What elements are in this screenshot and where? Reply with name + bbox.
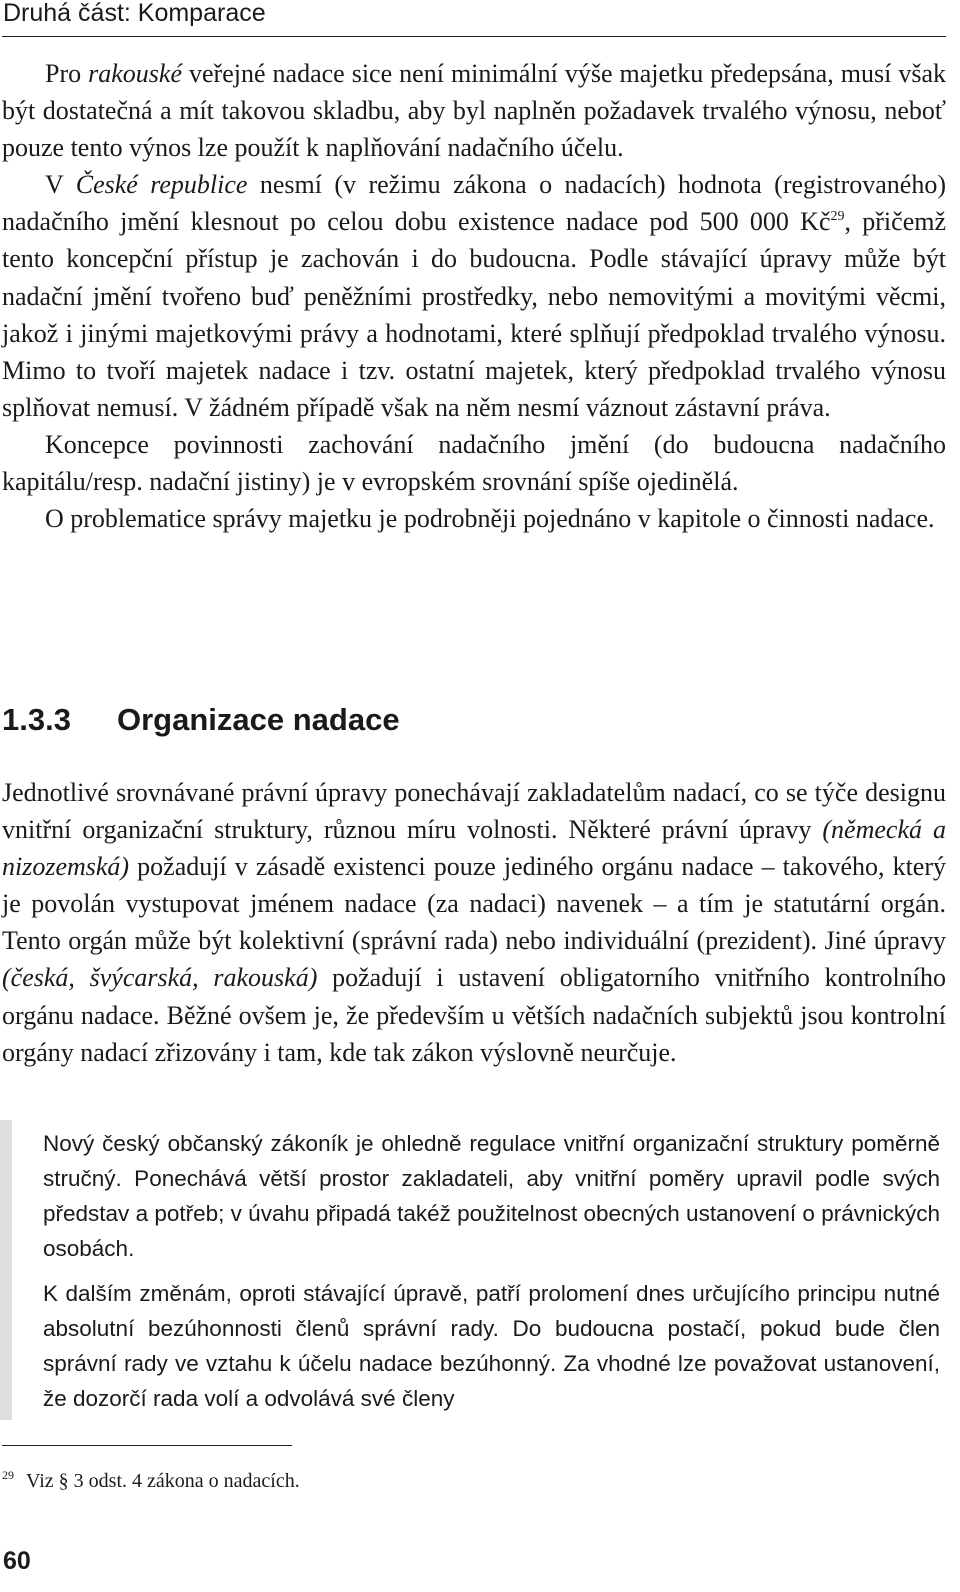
paragraph-text: nesmí (v režimu zákona o nadacích) hodnota (registrovaného) nadačního jmění klesnout po celou dobu existence nadace pod 500 000 Kč xyxy=(2,170,946,237)
emphasis-text: (německá a nizozemská) xyxy=(2,815,946,882)
boxed-note xyxy=(43,1126,940,1416)
paragraph-czech-republic xyxy=(2,166,946,426)
footnote-divider xyxy=(2,1445,292,1446)
paragraph-austria xyxy=(2,55,946,166)
paragraph-concept: Koncepce povinnosti zachování nadačního jmění (do budoucna nadačního kapitálu/resp. nadační jistiny) je v evropském srovnání spíše ojedinělá. xyxy=(2,429,946,497)
emphasis-text: rakouské xyxy=(88,59,182,88)
paragraph-text: Pro xyxy=(45,59,89,88)
note-paragraph: K dalším změnám, oproti stávající úpravě, patří prolomení dnes určujícího principu nutné absolutní bezúhonnosti členů správní rady. Do budoucna postačí, pokud bude člen správní rady ve vztahu k účelu nadace bezúhonný. Za vhodné lze považovat ustanovení, že dozorčí rada volí a odvolává své členy xyxy=(43,1281,940,1411)
body-text-section xyxy=(2,774,946,1071)
note-sidebar-bar xyxy=(0,1120,12,1420)
footnote-text: Viz § 3 odst. 4 zákona o nadacích. xyxy=(26,1470,300,1492)
paragraph-reference: O problematice správy majetku je podrobněji pojednáno v kapitole o činnosti nadace. xyxy=(45,504,935,534)
section-heading xyxy=(2,700,400,740)
page-number: 60 xyxy=(3,1547,31,1575)
paragraph-text: požadují v zásadě existenci pouze jediného orgánu nadace – takového, který je povolán vystupovat jménem nadace (za nadaci) navenek – a tím je statutární orgán. Tento orgán může být kolektivní (správní rada) nebo individuální (prezident). Jiné úpravy xyxy=(2,852,946,956)
section-title: Organizace nadace xyxy=(117,702,400,737)
header-divider xyxy=(2,36,946,37)
footnote-marker: 29 xyxy=(2,1468,14,1482)
emphasis-text: (česká, švýcarská, rakouská) xyxy=(2,963,318,993)
footnote-reference[interactable]: 29 xyxy=(830,209,845,225)
running-head: Druhá část: Komparace xyxy=(3,0,266,27)
paragraph-text: Jednotlivé srovnávané právní úpravy ponechávají zakladatelům nadací, co se týče designu vnitřní organizační struktury, různou míru volnosti. Některé právní úpravy xyxy=(2,778,946,845)
section-number: 1.3.3 xyxy=(2,702,71,737)
body-text-top xyxy=(2,55,946,537)
note-paragraph: Nový český občanský zákoník je ohledně regulace vnitřní organizační struktury poměrně stručný. Ponechává větší prostor zakladateli, aby vnitřní poměry upravil podle svých představ a potřeb; v úvahu připadá takéž použitelnost obecných ustanovení o právnických osobách. xyxy=(43,1131,940,1261)
emphasis-text: České republice xyxy=(75,170,248,200)
paragraph-text: požadují i ustavení obligatorního vnitřního kontrolního orgánu nadace. Běžné ovšem je, že především u větších nadačních subjektů jsou kontrolní orgány nadací zřizovány i tam, kde tak zákon výslovně neurčuje. xyxy=(2,963,946,1067)
paragraph-organization xyxy=(2,774,946,1071)
paragraph-text: veřejné nadace sice není minimální výše majetku předepsána, musí však být dostatečná a mít takovou skladbu, aby byl naplněn požadavek trvalého výnosu, neboť pouze tento výnos lze použít k naplňování nadačního účelu. xyxy=(2,59,946,163)
paragraph-text: V xyxy=(45,170,76,200)
paragraph-text: , přičemž tento koncepční přístup je zachován i do budoucna. Podle stávající úpravy může být nadační jmění tvořeno buď peněžními prostředky, nebo nemovitými a movitými věcmi, jakož i jinými majetkovými právy a hodnotami, které splňují předpoklad trvalého výnosu. Mimo to tvoří majetek nadace i tzv. ostatní majetek, který předpoklad trvalého výnosu splňovat nemusí. V žádném případě však na něm nesmí váznout zástavní práva. xyxy=(2,207,946,422)
footnote xyxy=(2,1461,300,1495)
